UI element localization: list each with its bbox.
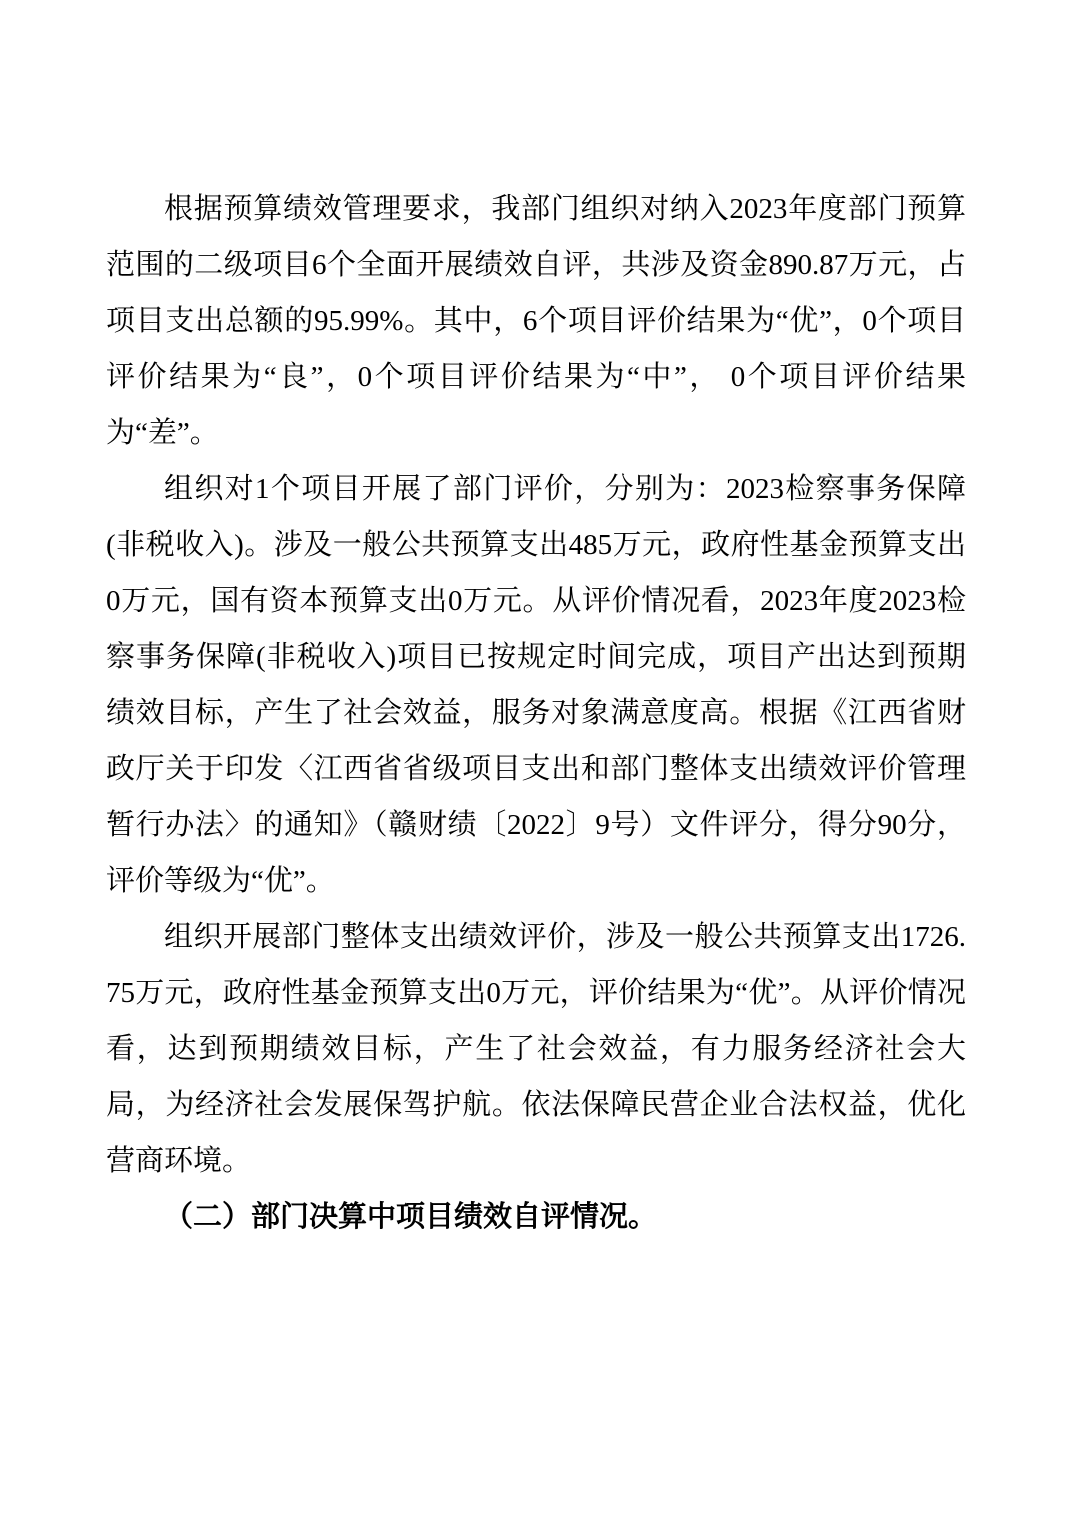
paragraph-project-self-evaluation-summary: 根据预算绩效管理要求，我部门组织对纳入2023年度部门预算范围的二级项目6个全面开展绩效自评，共涉及资金890.87万元，占项目支出总额的95.99%。其中，6个项目评价结果为“优”，0个项目评价结果为“良”，0个项目评价结果为“中”， 0个项目评价结果为“差”。 [106, 193, 966, 449]
paragraph-department-evaluation: 组织对1个项目开展了部门评价，分别为：2023检察事务保障(非税收入)。涉及一般公共预算支出485万元，政府性基金预算支出0万元，国有资本预算支出0万元。从评价情况看，2023年度2023检察事务保障(非税收入)项目已按规定时间完成，项目产出达到预期绩效目标，产生了社会效益，服务对象满意度高。根据《江西省财政厅关于印发〈江西省省级项目支出和部门整体支出绩效评价管理暂行办法〉的通知》（赣财绩〔2022〕9号）文件评分，得分90分，评价等级为“优”。 [106, 473, 966, 897]
paragraph-overall-expenditure-evaluation: 组织开展部门整体支出绩效评价，涉及一般公共预算支出1726.75万元，政府性基金预算支出0万元，评价结果为“优”。从评价情况看，达到预期绩效目标，产生了社会效益，有力服务经济社会大局，为经济社会发展保驾护航。依法保障民营企业合法权益，优化营商环境。 [106, 921, 966, 1177]
section-heading-project-performance-self-evaluation: （二）部门决算中项目绩效自评情况。 [164, 1201, 658, 1233]
